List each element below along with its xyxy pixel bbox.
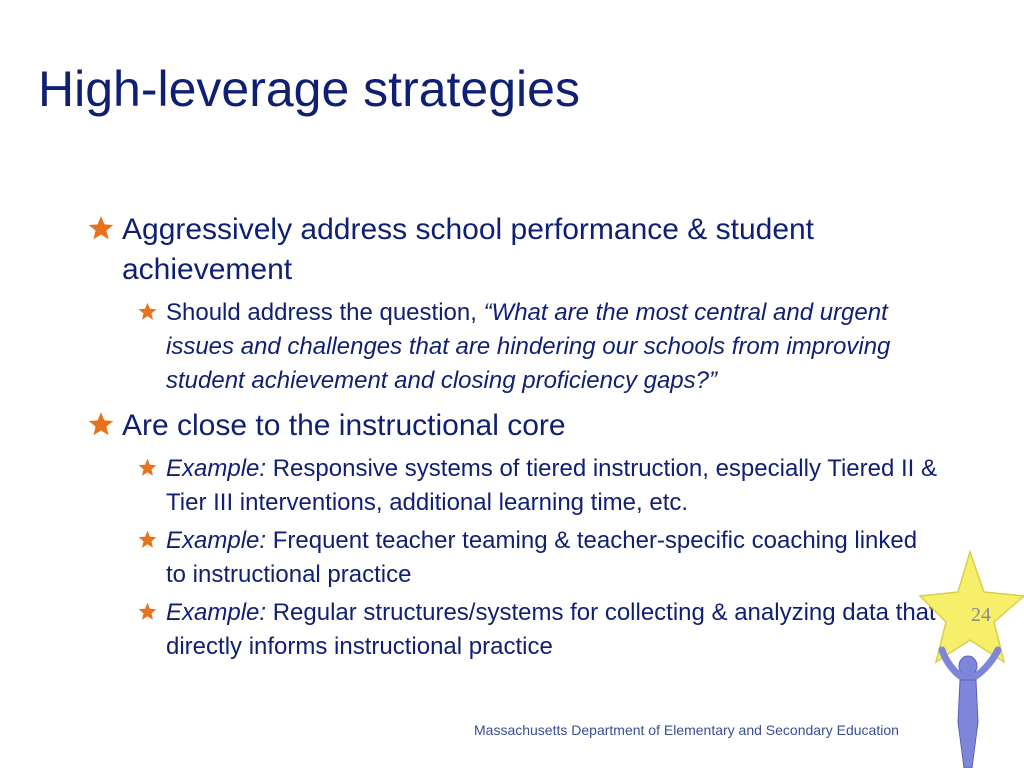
example-label: Example: [166,527,267,554]
bullet-item [88,406,958,446]
star-holding-figure-icon [918,550,1024,768]
sub-bullet-item [88,452,958,520]
bullet-list [88,210,958,672]
star-bullet-icon [138,302,157,321]
sub-bullet-text: Should address the question, [166,299,484,326]
star-bullet-icon [88,411,114,437]
footer-text: Massachusetts Department of Elementary and Secondary Education [474,722,899,738]
bullet-item [88,210,958,290]
sub-bullet-item [88,524,938,592]
star-bullet-icon [138,530,157,549]
slide-title: High-leverage strategies [38,61,580,117]
sub-bullet-text: Frequent teacher teaming & teacher-specific coaching linked to instructional practice [166,527,918,588]
sub-bullet-item [88,296,958,398]
bullet-text: Are close to the instructional core [122,409,566,442]
sub-bullet-text: Regular structures/systems for collecting & analyzing data that directly informs instructional practice [166,599,936,660]
sub-bullet-quote: “What are the most central and urgent issues and challenges that are hindering our schools from improving student achievement and closing proficiency gaps?” [166,299,891,394]
sub-bullet-item [88,596,938,664]
star-bullet-icon [138,602,157,621]
star-bullet-icon [88,215,114,241]
example-label: Example: [166,455,267,482]
example-label: Example: [166,599,267,626]
page-number: 24 [971,604,991,626]
star-bullet-icon [138,458,157,477]
bullet-text: Aggressively address school performance & student achievement [122,213,815,286]
sub-bullet-text: Responsive systems of tiered instruction, especially Tiered II & Tier III interventions, additional learning time, etc. [166,455,938,516]
